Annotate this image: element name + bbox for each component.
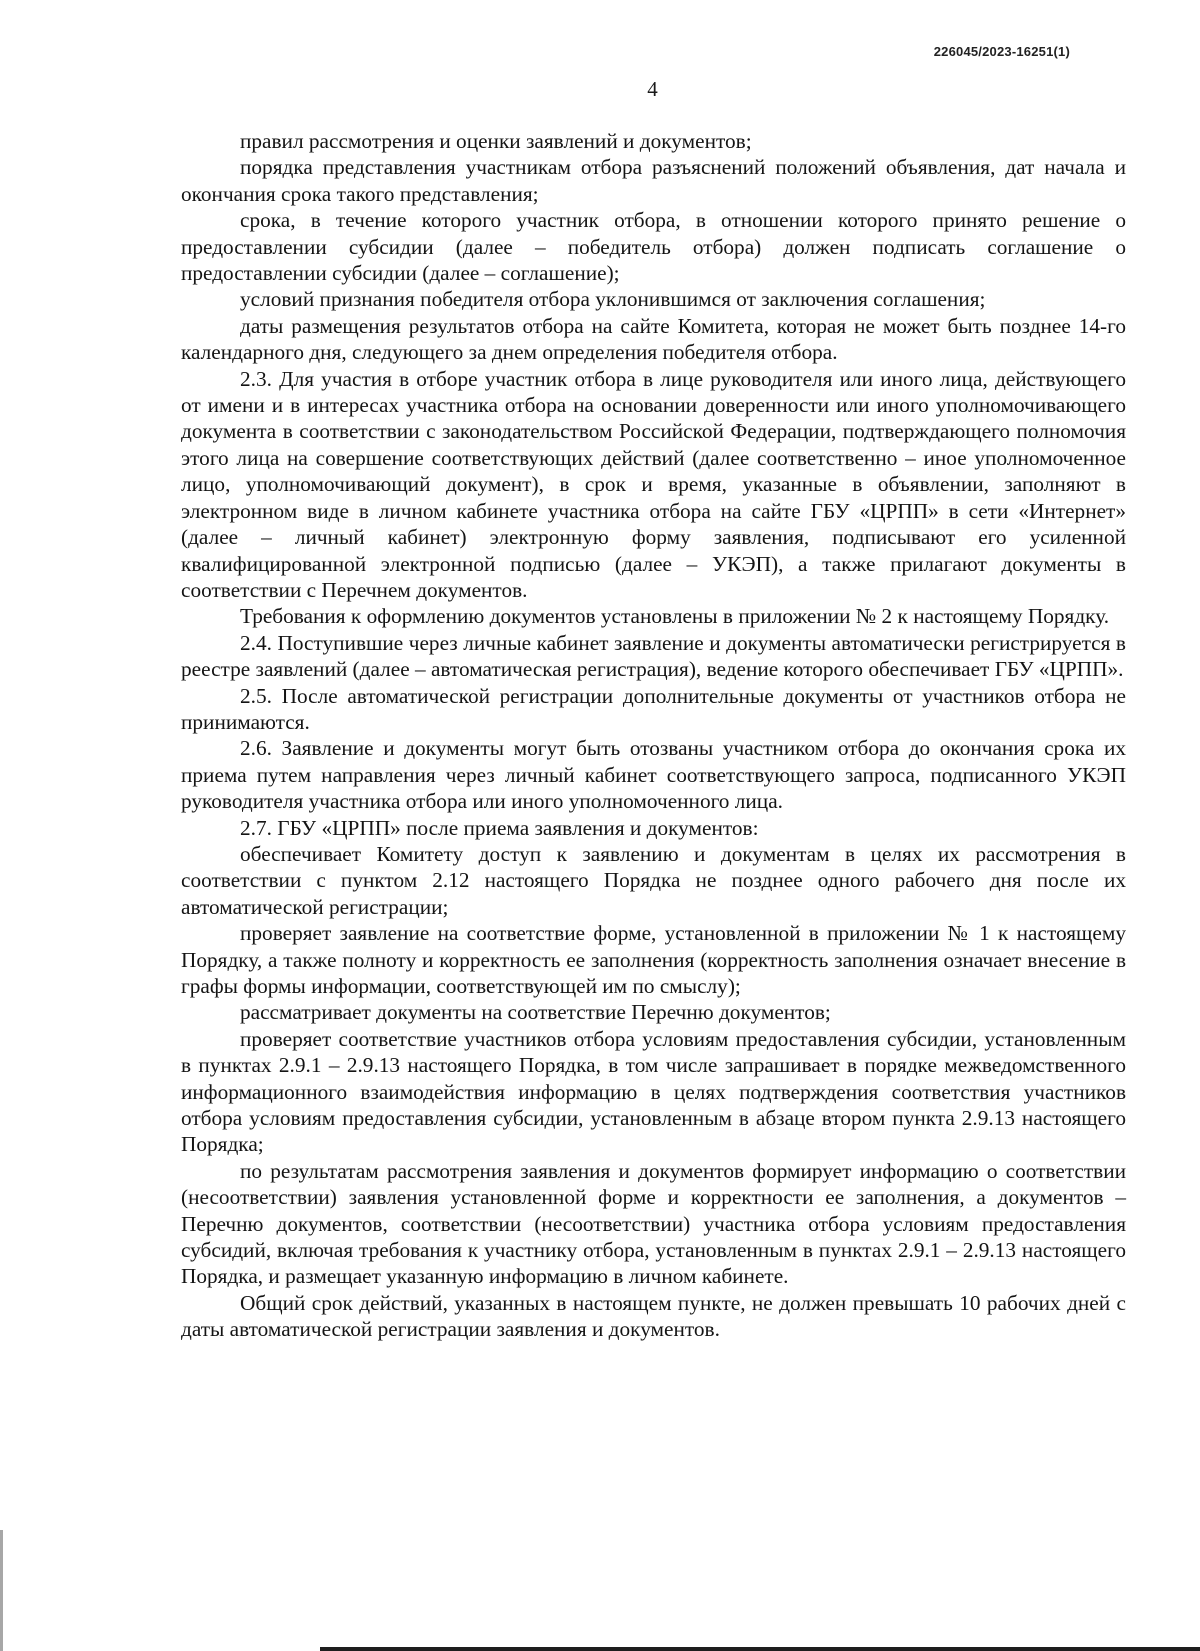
- paragraph: рассматривает документы на соответствие Перечню документов;: [240, 1000, 831, 1025]
- paragraph: 2.6. Заявление и документы могут быть отозваны участником отбора до окончания срока их приема путем направления через личный кабинет соответствующего запроса, подписанного УКЭП руководителя участника отбора или иного уполномоченного лица.: [181, 736, 1126, 814]
- page-number: 4: [647, 77, 658, 101]
- paragraph: 2.3. Для участия в отборе участник отбора в лице руководителя или иного лица, действующего от имени и в интересах участника отбора на основании доверенности или иного уполномочивающего документа в соответствии с законодательством Российской Федерации, подтверждающего полномочия этого лица на совершение соответствующих действий (далее соответственно – иное уполномоченное лицо, уполномочивающий документ), в срок и время, указанные в объявлении, заполняют в электронном виде в личном кабинете участника отбора на сайте ГБУ «ЦРПП» в сети «Интернет» (далее – личный кабинет) электронную форму заявления, подписывают его усиленной квалифицированной электронной подписью (далее – УКЭП), а также прилагают документы в соответствии с Перечнем документов.: [181, 366, 1126, 602]
- paragraph: проверяет соответствие участников отбора условиям предоставления субсидии, установленным в пунктах 2.9.1 – 2.9.13 настоящего Порядка, в том числе запрашивает в порядке межведомственного информационного взаимодействия информацию в целях подтверждения соответствия участников отбора условиям предоставления субсидии, установленным в абзаце втором пункта 2.9.13 настоящего Порядка;: [181, 1026, 1126, 1157]
- paragraph: даты размещения результатов отбора на сайте Комитета, которая не может быть позднее 14-го календарного дня, следующего за днем определения победителя отбора.: [181, 313, 1126, 365]
- paragraph: правил рассмотрения и оценки заявлений и документов;: [240, 129, 752, 153]
- paragraph: 2.4. Поступившие через личные кабинет заявление и документы автоматически регистрируется в реестре заявлений (далее – автоматическая регистрация), ведение которого обеспечивает ГБУ «ЦРПП».: [181, 630, 1126, 682]
- paragraph: срока, в течение которого участник отбора, в отношении которого принято решение о предоставлении субсидии (далее – победитель отбора) должен подписать соглашение о предоставлении субсидии (далее – соглашение);: [181, 208, 1126, 286]
- registration-number: 226045/2023-16251(1): [933, 44, 1070, 59]
- paragraph: Требования к оформлению документов установлены в приложении № 2 к настоящему Порядку.: [240, 604, 1110, 629]
- paragraph: 2.5. После автоматической регистрации дополнительные документы от участников отбора не принимаются.: [181, 683, 1126, 734]
- scan-edge-left: [0, 1530, 3, 1651]
- paragraph: обеспечивает Комитету доступ к заявлению и документам в целях их рассмотрения в соответствии с пунктом 2.12 настоящего Порядка не позднее одного рабочего дня после их автоматической регистрации;: [181, 841, 1126, 919]
- document-body: [181, 128, 1126, 1343]
- paragraph: Общий срок действий, указанных в настоящем пункте, не должен превышать 10 рабочих дней с даты автоматической регистрации заявления и документов.: [181, 1290, 1126, 1342]
- paragraph: условий признания победителя отбора уклонившимся от заключения соглашения;: [240, 287, 986, 312]
- paragraph: проверяет заявление на соответствие форме, установленной в приложении № 1 к настоящему Порядку, а также полноту и корректность ее заполнения (корректность заполнения означает внесение в графы формы информации, соответствующей им по смыслу);: [181, 921, 1126, 998]
- scan-edge-bottom: [320, 1647, 1200, 1651]
- paragraph: порядка представления участникам отбора разъяснений положений объявления, дат начала и окончания срока такого представления;: [181, 155, 1126, 206]
- paragraph: 2.7. ГБУ «ЦРПП» после приема заявления и документов:: [240, 815, 759, 840]
- paragraph: по результатам рассмотрения заявления и документов формирует информацию о соответствии (несоответствии) заявления установленной форме и корректности ее заполнения, а документов – Перечню документов, соответствии (несоответствии) участника отбора условиям предоставления субсидий, включая требования к участнику отбора, установленным в пунктах 2.9.1 – 2.9.13 настоящего Порядка, и размещает указанную информацию в личном кабинете.: [181, 1158, 1126, 1289]
